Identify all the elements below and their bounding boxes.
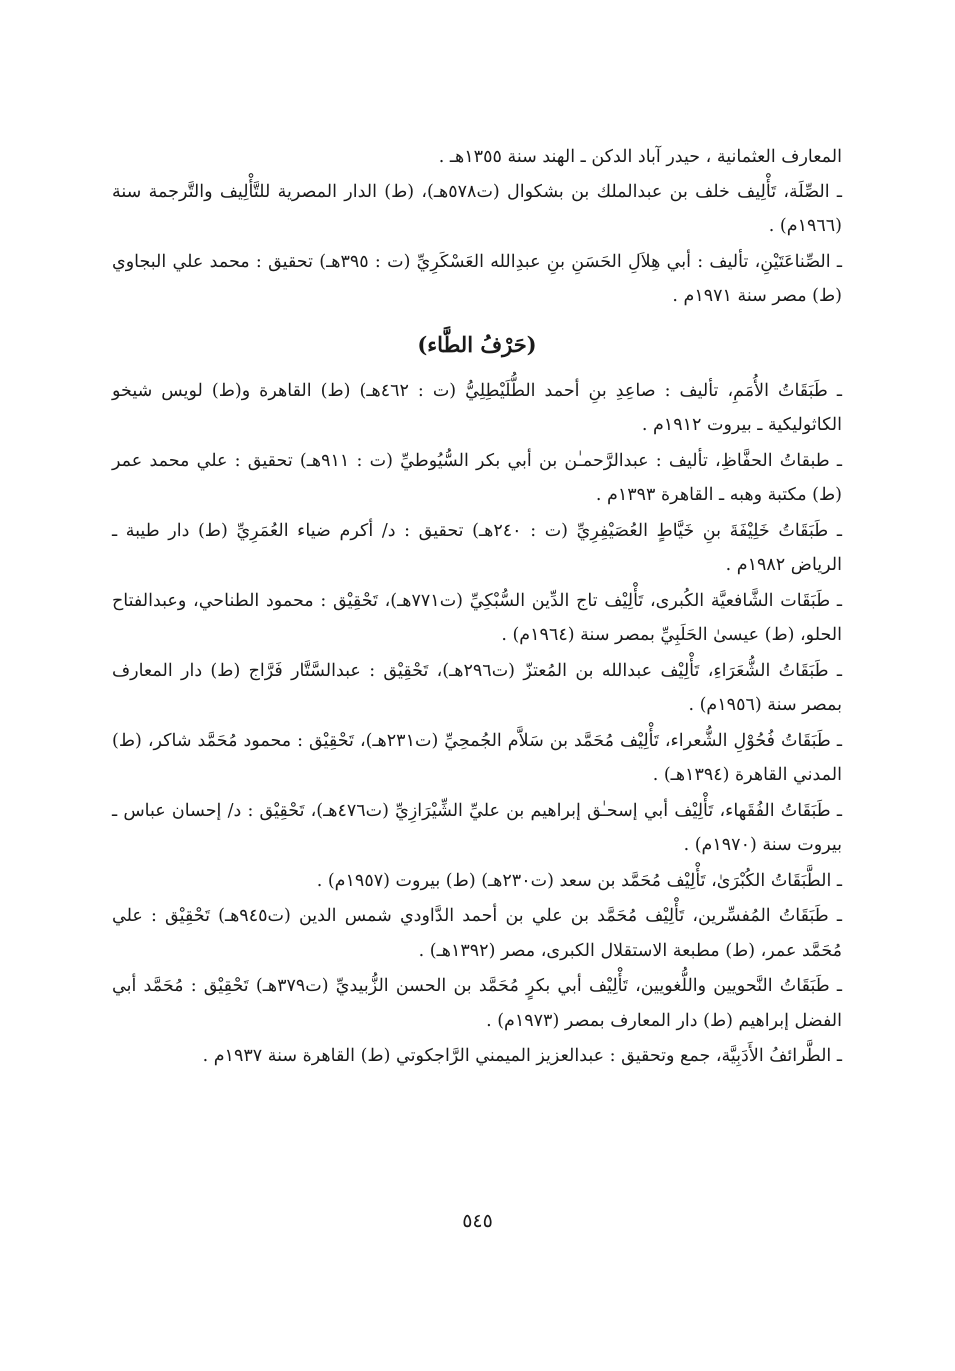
bibliography-entry: ـ طَبَقَاتُ خَلِيْفَةَ بنِ خَيَّاطٍ العُصَيْفِرِيِّ (ت : ٢٤٠هـ) تحقيق : د/ أكرم ضياء العُمَرِيِّ (ط) دار طيبة ـ الرياض ١٩٨٢م . <box>112 520 842 575</box>
bibliography-entry: ـ طَبَقَاتُ المُفسِّرين، تَأْلِيْف مُحَمَّد بن علي بن أحمد الدَّاودي شمس الدين (ت٩٤٥هـ) تَحْقِيْق : علي مُحَمَّد عمر، (ط) مطبعة الاستقلال الكبرى، مصر (١٣٩٢هـ) . <box>112 906 842 961</box>
page-content <box>112 140 842 1075</box>
bibliography-entry: ـ طَبَقَات الشَّافعيَّة الكُبرى، تَأْلِيْف تاج الدِّين السُّبْكِيِّ (ت٧٧١هـ)، تَحْقِيْق : محمود الطناحي، وعبدالفتاح الحلو، (ط) عيسىٰ الحَلَبِيِّ بمصر سنة (١٩٦٤م) . <box>112 590 842 645</box>
bibliography-entry: ـ طَبَقَاتُ الأُمَمِ، تأليف : صاعِدِ بنِ أحمد الطُّلَيْطِلِيُّ (ت : ٤٦٢هـ) (ط) القاهرة و(ط) لويس شيخو الكاثوليكية ـ بيروت ١٩١٢م . <box>112 380 842 435</box>
bibliography-entry: ـ طَبَقَاتُ الفُقَهاء، تَأْلِيْف أبي إسحـٰق إبراهيم بن عليِّ الشِّيْرَازِيِّ (ت٤٧٦هـ)، تَحْقِيْق : د/ إحسان عباس ـ بيروت سنة (١٩٧٠م) . <box>112 800 842 855</box>
bibliography-entry: ـ الصِّلَة، تَأْلِيف خلف بن عبدالملك بن بشكوال (ت٥٧٨هـ)، (ط) الدار المصرية للتَّأْلِيف والتَّرجمة سنة (١٩٦٦م) . <box>112 181 842 236</box>
bibliography-entry: ـ طَبَقَاتُ النَّحويين واللُّغويين، تَأْلِيْف أبي بكرٍ مُحَمَّد بن الحسن الزُّبيديِّ (ت٣٧٩هـ) تَحْقِيْق : مُحَمَّد أبي الفضل إبراهيم (ط) دار المعارف بمصر (١٩٧٣م) . <box>112 976 842 1031</box>
bibliography-entry: ـ طَبَقَاتُ الشُّعَرَاءِ، تَأْلِيْف عبدالله بن المُعتزّ (ت٢٩٦هـ)، تَحْقِيْق : عبدالسَّتَّار فَرَّاج (ط) دار المعارف بمصر سنة (١٩٥٦م) . <box>112 660 842 715</box>
page-number: ٥٤٥ <box>462 1210 493 1232</box>
section-heading: (حَرْفُ الطَّاء) <box>417 331 537 357</box>
bibliography-entry: ـ الصِّناعَتَيْنِ، تأليف : أبي هِلاَلِ الحَسَنِ بنِ عبدِالله العَسْكَرِيِّ (ت : ٣٩٥هـ) تحقيق : محمد علي البجاوي (ط) مصر سنة ١٩٧١م . <box>112 251 842 306</box>
bibliography-entry: ـ طَبَقَاتُ فُحُوْلِ الشُّعراء، تَأْلِيْف مُحَمَّد بن سَلاَّم الجُمحِيِّ (ت٢٣١هـ)، تَحْقِيْق : محمود مُحَمَّد شاكر، (ط) المدني القاهرة (١٣٩٤هـ) . <box>112 730 843 785</box>
bibliography-entry: ـ الطَّبَقَاتُ الكُبْرَىٰ، تَأْلِيْف مُحَمَّد بن سعد (ت٢٣٠هـ) (ط) بيروت (١٩٥٧م) . <box>316 870 842 891</box>
bibliography-entry: ـ الطَّرائفُ الأَدَبِيَّة، جمع وتحقيق : عبدالعزيز الميمني الرَّاجكوتي (ط) القاهرة سنة ١٩٣٧م . <box>202 1046 842 1066</box>
bibliography-entry: ـ طبقاتُ الحفَّاظِ، تأليف : عبدالرَّحمـٰن بن أبي بكر السُّيُوطيِّ (ت : ٩١١هـ) تحقيق : علي محمد عمر (ط) مكتبة وهبه ـ القاهرة ١٣٩٣م . <box>112 450 842 505</box>
continuation-line: المعارف العثمانية ، حيدر آباد الدكن ـ الهند سنة ١٣٥٥هـ . <box>438 147 842 167</box>
